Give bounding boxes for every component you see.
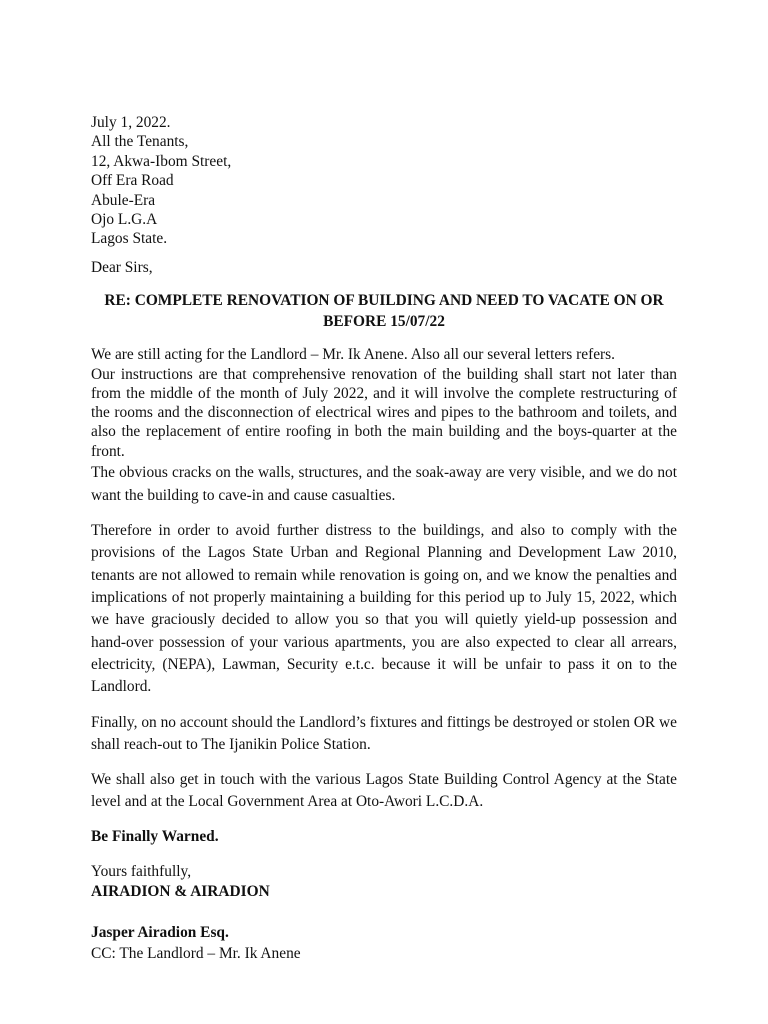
paragraph-instructions: Our instructions are that comprehensive renovation of the building shall start not later than from the middle of the month of July 2022, and it will involve the complete restructuring of the rooms and the disconnection of electrical wires and pipes to the bathroom and toilets, and also the replacement of entire roofing in both the main building and the boys-quarter at the front.: [91, 365, 677, 460]
paragraph-contact: We shall also get in touch with the various Lagos State Building Control Agency at the State level and at the Local Government Area at Oto-Awori L.C.D.A.: [91, 771, 677, 810]
paragraph-cracks: The obvious cracks on the walls, structures, and the soak-away are very visible, and we do not want the building to cave-in and cause casualties.: [91, 464, 677, 505]
closing-block: [91, 862, 677, 902]
address-line-area: Abule-Era: [91, 191, 156, 209]
address-line-lga: Ojo L.G.A: [91, 211, 158, 229]
cc-line: CC: The Landlord – Mr. Ik Anene: [91, 945, 301, 963]
address-line-street: 12, Akwa-Ibom Street,: [91, 152, 232, 170]
letter-page: [91, 113, 677, 964]
paragraph-therefore: Therefore in order to avoid further distress to the buildings, and also to comply with the provisions of the Lagos State Urban and Regional Planning and Development Law 2010, tenants are not allowed to remain while renovation is going on, and we know the penalties and implications of not properly maintaining a building for this period up to July 15, 2022, which we have graciously decided to allow you so that you will quietly yield-up possession and hand-over possession of your various apartments, you are also expected to clear all arrears, electricity, (NEPA), Lawman, Security e.t.c. because it will be unfair to pass it on to the Landlord.: [91, 522, 677, 696]
salutation: Dear Sirs,: [91, 258, 153, 276]
address-line-recipients: All the Tenants,: [91, 133, 189, 151]
paragraph-acting: We are still acting for the Landlord – Mr. Ik Anene. Also all our several letters refers.: [91, 346, 616, 364]
firm-name: AIRADION & AIRADION: [91, 883, 270, 901]
subject-heading: RE: COMPLETE RENOVATION OF BUILDING AND NEED TO VACATE ON OR BEFORE 15/07/22: [104, 292, 664, 330]
address-line-road: Off Era Road: [91, 172, 174, 190]
letter-date: July 1, 2022.: [91, 114, 171, 131]
address-line-state: Lagos State.: [91, 230, 168, 248]
warning-line: Be Finally Warned.: [91, 828, 219, 846]
letter-header: [91, 113, 677, 249]
signer-name: Jasper Airadion Esq.: [91, 924, 229, 942]
paragraph-finally: Finally, on no account should the Landlord’s fixtures and fittings be destroyed or stolen OR we shall reach-out to The Ijanikin Police Station.: [91, 714, 677, 753]
closing-phrase: Yours faithfully,: [91, 863, 192, 881]
letter-body-intro: [91, 345, 677, 507]
